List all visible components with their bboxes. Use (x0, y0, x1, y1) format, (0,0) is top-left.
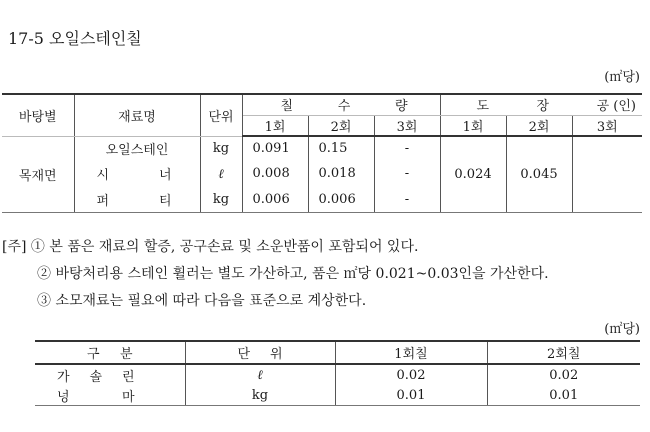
unit-cell: kg (200, 187, 242, 212)
header-labor-char: 장 (536, 99, 550, 115)
header-paint-char: 칠 (280, 99, 294, 115)
value-cell: 0.01 (487, 385, 640, 406)
table-row (35, 364, 640, 385)
subheader-labor-3: 3회 (572, 115, 642, 136)
item-name-cell (35, 364, 185, 385)
material-char: 시 (96, 168, 110, 183)
labor-cell (572, 136, 642, 212)
note-2: ② 바탕처리용 스테인 휠러는 별도 가산하고, 품은 ㎡당 0.021~0.03인을 가산한다. (37, 266, 549, 282)
header-paint-char: 량 (394, 99, 408, 115)
paint-qty-cell: - (374, 160, 440, 187)
base-cell: 목재면 (2, 136, 74, 212)
table-row (2, 136, 642, 160)
consumables-table (35, 340, 640, 406)
material-cell: 오일스테인 (74, 136, 200, 160)
unit-cell: kg (200, 136, 242, 160)
unit-note-per-sqm-2: (㎡당) (604, 322, 640, 337)
paint-qty-cell: 0.006 (242, 187, 308, 212)
unit-note-per-sqm: (㎡당) (604, 70, 640, 85)
unit-cell: kg (185, 385, 335, 406)
material-char: 너 (158, 168, 172, 183)
subheader-paint-2: 2회 (308, 115, 374, 136)
material-char: 티 (158, 193, 172, 209)
table-row (35, 385, 640, 406)
header-labor-char: 도 (476, 99, 490, 115)
header-labor-char: 공 (인) (596, 99, 636, 115)
material-cell (74, 187, 200, 212)
subheader-paint-3: 3회 (374, 115, 440, 136)
item-char: 솔 (89, 369, 103, 385)
paint-qty-cell: 0.018 (308, 160, 374, 187)
header-char: 구 (87, 347, 100, 362)
value-cell: 0.01 (335, 385, 487, 406)
paint-qty-cell: 0.15 (308, 136, 374, 160)
header-first-coat: 1회칠 (335, 341, 487, 364)
item-char: 가 (57, 369, 70, 385)
header-paint-char: 수 (337, 99, 351, 115)
material-labor-table (2, 93, 642, 213)
paint-qty-cell: - (374, 187, 440, 212)
item-char: 린 (121, 369, 135, 385)
paint-qty-cell: 0.008 (242, 160, 308, 187)
unit-cell: ℓ (200, 160, 242, 187)
unit-cell: ℓ (185, 364, 335, 385)
labor-cell: 0.024 (440, 136, 506, 212)
subheader-labor-2: 2회 (506, 115, 572, 136)
material-cell (74, 160, 200, 187)
header-char: 위 (269, 347, 283, 362)
value-cell: 0.02 (549, 367, 579, 383)
subheader-labor-1: 1회 (440, 115, 506, 136)
value-cell: 0.02 (335, 364, 487, 385)
paint-qty-cell: 0.091 (242, 136, 308, 160)
item-char: 넝 (57, 389, 70, 405)
paint-qty-cell: 0.006 (308, 187, 374, 212)
material-char: 퍼 (96, 193, 110, 209)
header-char: 단 (237, 347, 251, 362)
item-char: 마 (121, 389, 135, 405)
header-paint-quantity (242, 94, 440, 115)
paint-qty-cell: - (374, 136, 440, 160)
item-name-cell (35, 385, 185, 406)
header-material: 재료명 (74, 94, 200, 136)
header-second-coat: 2회칠 (487, 341, 640, 364)
subheader-paint-1: 1회 (242, 115, 308, 136)
header-char: 분 (119, 347, 133, 362)
page-title: 17-5 오일스테인칠 (8, 29, 142, 48)
labor-cell: 0.045 (506, 136, 572, 212)
header-unit (185, 341, 335, 364)
header-base: 바탕별 (2, 94, 74, 136)
header-category (35, 341, 185, 364)
note-3: ③ 소모재료는 필요에 따라 다음을 표준으로 계상한다. (37, 293, 367, 309)
header-unit: 단위 (200, 94, 242, 136)
note-1: [주] ① 본 품은 재료의 할증, 공구손료 및 소운반품이 포함되어 있다. (2, 239, 419, 255)
header-labor (440, 94, 642, 115)
